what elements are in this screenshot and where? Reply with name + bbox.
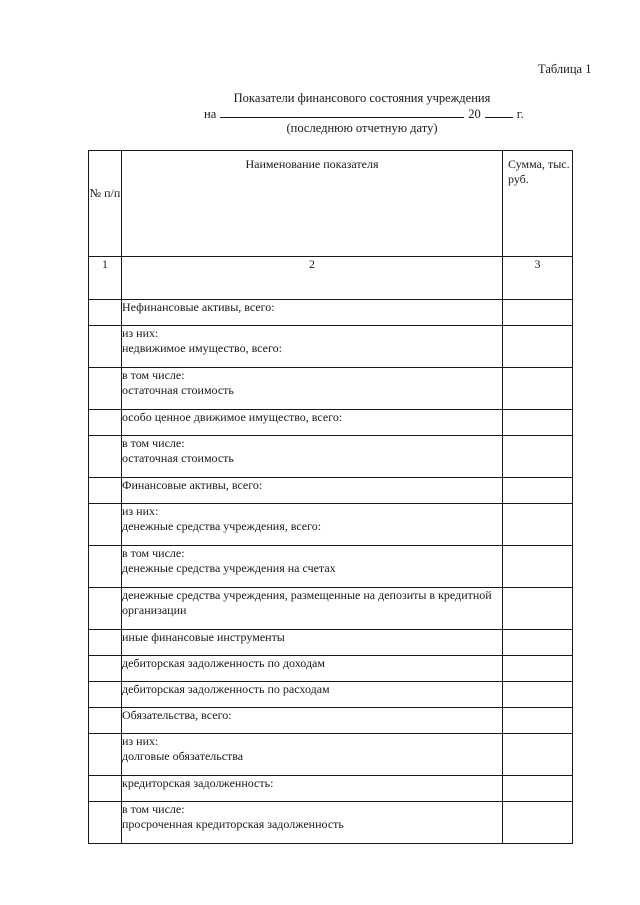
table-header-row [89, 151, 573, 257]
financial-indicators-table [88, 150, 573, 844]
date-hint: (последнюю отчетную дату) [286, 121, 438, 135]
table-row [89, 326, 573, 368]
table-row [89, 656, 573, 682]
row-num-cell [89, 504, 122, 546]
table-row [89, 734, 573, 776]
indicator-name-cell: денежные средства учреждения, размещенные на депозиты в кредитной организации [122, 588, 503, 630]
indicator-name-cell: кредиторская задолженность: [122, 776, 503, 802]
indicator-name-cell: в том числе: денежные средства учреждения на счетах [122, 546, 503, 588]
index-cell: 1 [89, 257, 122, 300]
sum-cell [503, 776, 573, 802]
row-num-cell [89, 368, 122, 410]
indicator-name-cell: в том числе: остаточная стоимость [122, 368, 503, 410]
sum-cell [503, 588, 573, 630]
indicator-name-cell: Обязательства, всего: [122, 708, 503, 734]
table-row [89, 630, 573, 656]
row-num-cell [89, 656, 122, 682]
indicator-name-cell: иные финансовые инструменты [122, 630, 503, 656]
sum-cell [503, 802, 573, 844]
table-label: Таблица 1 [538, 62, 592, 76]
table-row [89, 708, 573, 734]
indicator-name-cell: Финансовые активы, всего: [122, 478, 503, 504]
indicator-name-cell: дебиторская задолженность по расходам [122, 682, 503, 708]
indicator-name-cell: из них: долговые обязательства [122, 734, 503, 776]
table-row [89, 368, 573, 410]
sum-cell [503, 326, 573, 368]
sum-cell [503, 478, 573, 504]
sum-cell [503, 300, 573, 326]
row-num-cell [89, 630, 122, 656]
sum-cell [503, 504, 573, 546]
row-num-cell [89, 546, 122, 588]
date-prefix: на [204, 107, 217, 121]
table-row [89, 802, 573, 844]
table-row [89, 436, 573, 478]
row-num-cell [89, 300, 122, 326]
sum-cell [503, 368, 573, 410]
row-num-cell [89, 436, 122, 478]
sum-cell [503, 410, 573, 436]
sum-cell [503, 436, 573, 478]
date-blank-field [220, 106, 464, 118]
document-title: Показатели финансового состояния учреждения [233, 91, 491, 105]
row-num-cell [89, 326, 122, 368]
row-num-cell [89, 588, 122, 630]
year-suffix: г. [516, 107, 524, 121]
table-row [89, 410, 573, 436]
indicator-name-cell: Нефинансовые активы, всего: [122, 300, 503, 326]
indicator-name-cell: дебиторская задолженность по доходам [122, 656, 503, 682]
year-blank-field [485, 106, 513, 118]
indicator-name-cell: в том числе: остаточная стоимость [122, 436, 503, 478]
table-row [89, 478, 573, 504]
date-line [204, 106, 524, 122]
table-row [89, 682, 573, 708]
sum-cell [503, 656, 573, 682]
row-num-cell [89, 776, 122, 802]
indicator-name-cell: особо ценное движимое имущество, всего: [122, 410, 503, 436]
column-index-row [89, 257, 573, 300]
year-text: 20 [468, 107, 481, 121]
row-num-cell [89, 708, 122, 734]
table-row [89, 300, 573, 326]
sum-cell [503, 546, 573, 588]
row-num-cell [89, 802, 122, 844]
row-num-cell [89, 478, 122, 504]
indicator-name-cell: в том числе: просроченная кредиторская задолженность [122, 802, 503, 844]
row-num-cell [89, 682, 122, 708]
table-row [89, 776, 573, 802]
table-row [89, 588, 573, 630]
index-cell: 3 [503, 257, 573, 300]
header-name: Наименование показателя [122, 151, 503, 257]
table-row [89, 546, 573, 588]
row-num-cell [89, 410, 122, 436]
header-sum: Сумма, тыс. руб. [503, 151, 573, 257]
index-cell: 2 [122, 257, 503, 300]
sum-cell [503, 682, 573, 708]
header-num: № п/п [89, 151, 122, 257]
sum-cell [503, 708, 573, 734]
table-row [89, 504, 573, 546]
sum-cell [503, 630, 573, 656]
indicator-name-cell: из них: недвижимое имущество, всего: [122, 326, 503, 368]
indicator-name-cell: из них: денежные средства учреждения, всего: [122, 504, 503, 546]
sum-cell [503, 734, 573, 776]
row-num-cell [89, 734, 122, 776]
